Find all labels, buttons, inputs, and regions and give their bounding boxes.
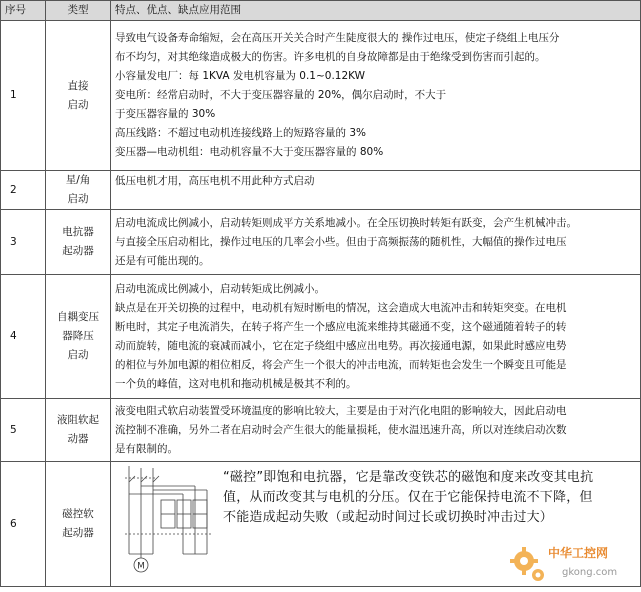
desc-line: 液变电阻式软启动装置受环境温度的影响比较大，主要是由于对汽化电阻的影响较大，因此启动电 xyxy=(115,404,567,417)
row6-text xyxy=(223,462,640,528)
row-type-line: 起动器 xyxy=(62,245,94,257)
table-row xyxy=(1,399,641,462)
desc-line: 变压器—电动机组：电动机容量不大于变压器容量的 80% xyxy=(115,146,384,158)
row-desc xyxy=(111,210,641,275)
header-no: 序号 xyxy=(1,1,46,21)
row-no: 4 xyxy=(1,275,46,399)
row-type-line: 电抗器 xyxy=(62,226,94,238)
desc-line: 不能造成起动失败（或起动时间过长或切换时冲击过大） xyxy=(223,510,554,525)
desc-line: 导致电气设备寿命缩短，会在高压开关关合时产生陡度很大的 操作过电压，使定子绕组上电压分 xyxy=(115,32,560,44)
desc-line: 启动电流成比例减小，启动转矩成比例减小。 xyxy=(115,282,325,295)
magnetic-reactor-circuit-diagram xyxy=(115,464,223,574)
diagram-motor-label: M xyxy=(137,561,145,572)
row-type-line: 启动 xyxy=(67,98,89,111)
row-no: 5 xyxy=(1,399,46,462)
desc-line: 缺点是在开关切换的过程中，电动机有短时断电的情况，这会造成大电流冲击和转矩突变。在电机 xyxy=(115,301,567,314)
row-type-line: 液阻软起 xyxy=(57,414,99,426)
row-desc xyxy=(111,21,641,171)
row-type-line: 启动 xyxy=(67,193,89,205)
table-row xyxy=(1,462,641,587)
desc-line: 低压电机才用，高压电机不用此种方式启动 xyxy=(115,175,315,187)
gkong-watermark-logo xyxy=(508,537,634,585)
desc-line: 变电所：经常启动时，不大于变压器容量的 20%，偶尔启动时，不大于 xyxy=(115,89,447,101)
row-type-line: 磁控软 xyxy=(62,508,94,520)
watermark-url: gkong.com xyxy=(562,567,618,578)
table-row xyxy=(1,210,641,275)
desc-line: 高压线路：不超过电动机连接线路上的短路容量的 3% xyxy=(115,127,366,139)
table-row xyxy=(1,171,641,210)
desc-line: 断电时，其定子电流消失，在转子将产生一个感应电流来维持其磁通不变，这个磁通随着转子的转 xyxy=(115,320,567,333)
row-type-line: 起动器 xyxy=(62,527,94,539)
row-type xyxy=(46,171,111,210)
row-no: 6 xyxy=(1,462,46,587)
row-desc xyxy=(111,275,641,399)
watermark-cn: 中华工控网 xyxy=(548,546,609,560)
desc-line: 是有限制的。 xyxy=(115,442,178,455)
row-no: 3 xyxy=(1,210,46,275)
desc-line: 还是有可能出现的。 xyxy=(115,254,210,267)
desc-line: 的相位与外加电源的相位相反，将会产生一个很大的冲击电流，而转矩也会发生一个瞬变且可能是 xyxy=(115,358,567,371)
gear-icon xyxy=(510,547,544,581)
desc-line: 于变压器容量的 30% xyxy=(115,108,216,120)
desc-line: 动而旋转，随电流的衰减而减小，它在定子绕组中感应出电势。再次接通电源，如果此时感应电势 xyxy=(115,339,567,352)
header-type: 类型 xyxy=(46,1,111,21)
row-type xyxy=(46,462,111,587)
row-no: 2 xyxy=(1,171,46,210)
row-type-line: 器降压 xyxy=(62,330,94,342)
table-row xyxy=(1,21,641,171)
row-type xyxy=(46,275,111,399)
desc-line: 小容量发电厂：每 1KVA 发电机容量为 0.1~0.12KW xyxy=(115,70,366,82)
desc-line: 布不均匀，对其绝缘造成极大的伤害。许多电机的自身故障都是由于绝缘受到伤害而引起的。 xyxy=(115,51,546,63)
row-type-line: 星/角 xyxy=(65,174,91,186)
desc-line: 与直接全压启动相比，操作过电压的几率会小些。但由于高频振荡的随机性，大幅值的操作过电压 xyxy=(115,235,567,248)
row-desc xyxy=(111,399,641,462)
table-row xyxy=(1,275,641,399)
row-type-line: 直接 xyxy=(67,79,89,92)
row-desc xyxy=(111,171,641,210)
row-type xyxy=(46,21,111,171)
row-type xyxy=(46,399,111,462)
table-header-row xyxy=(1,1,641,21)
row-desc xyxy=(111,462,641,587)
row-type-line: 启动 xyxy=(67,349,89,361)
row-type-line: 动器 xyxy=(67,433,89,445)
desc-line: “磁控”即饱和电抗器，它是靠改变铁芯的磁饱和度来改变其电抗 xyxy=(223,470,594,485)
row-no: 1 xyxy=(1,21,46,171)
desc-line: 流控制不准确，另外二者在启动时会产生很大的能量损耗，使水温迅速升高，所以对连续启动次数 xyxy=(115,423,567,436)
desc-line: 启动电流成比例减小，启动转矩则成平方关系地减小。在全压切换时转矩有跃变，会产生机械冲击。 xyxy=(115,216,577,229)
desc-line: 一个负的峰值，这对电机和拖动机械是极其不利的。 xyxy=(115,377,357,390)
header-desc: 特点、优点、缺点应用范围 xyxy=(111,1,641,21)
row-type xyxy=(46,210,111,275)
row-type-line: 自耦变压 xyxy=(57,311,99,323)
desc-line: 值，从而改变其与电机的分压。仅在于它能保持电流不下降，但 xyxy=(223,490,593,505)
